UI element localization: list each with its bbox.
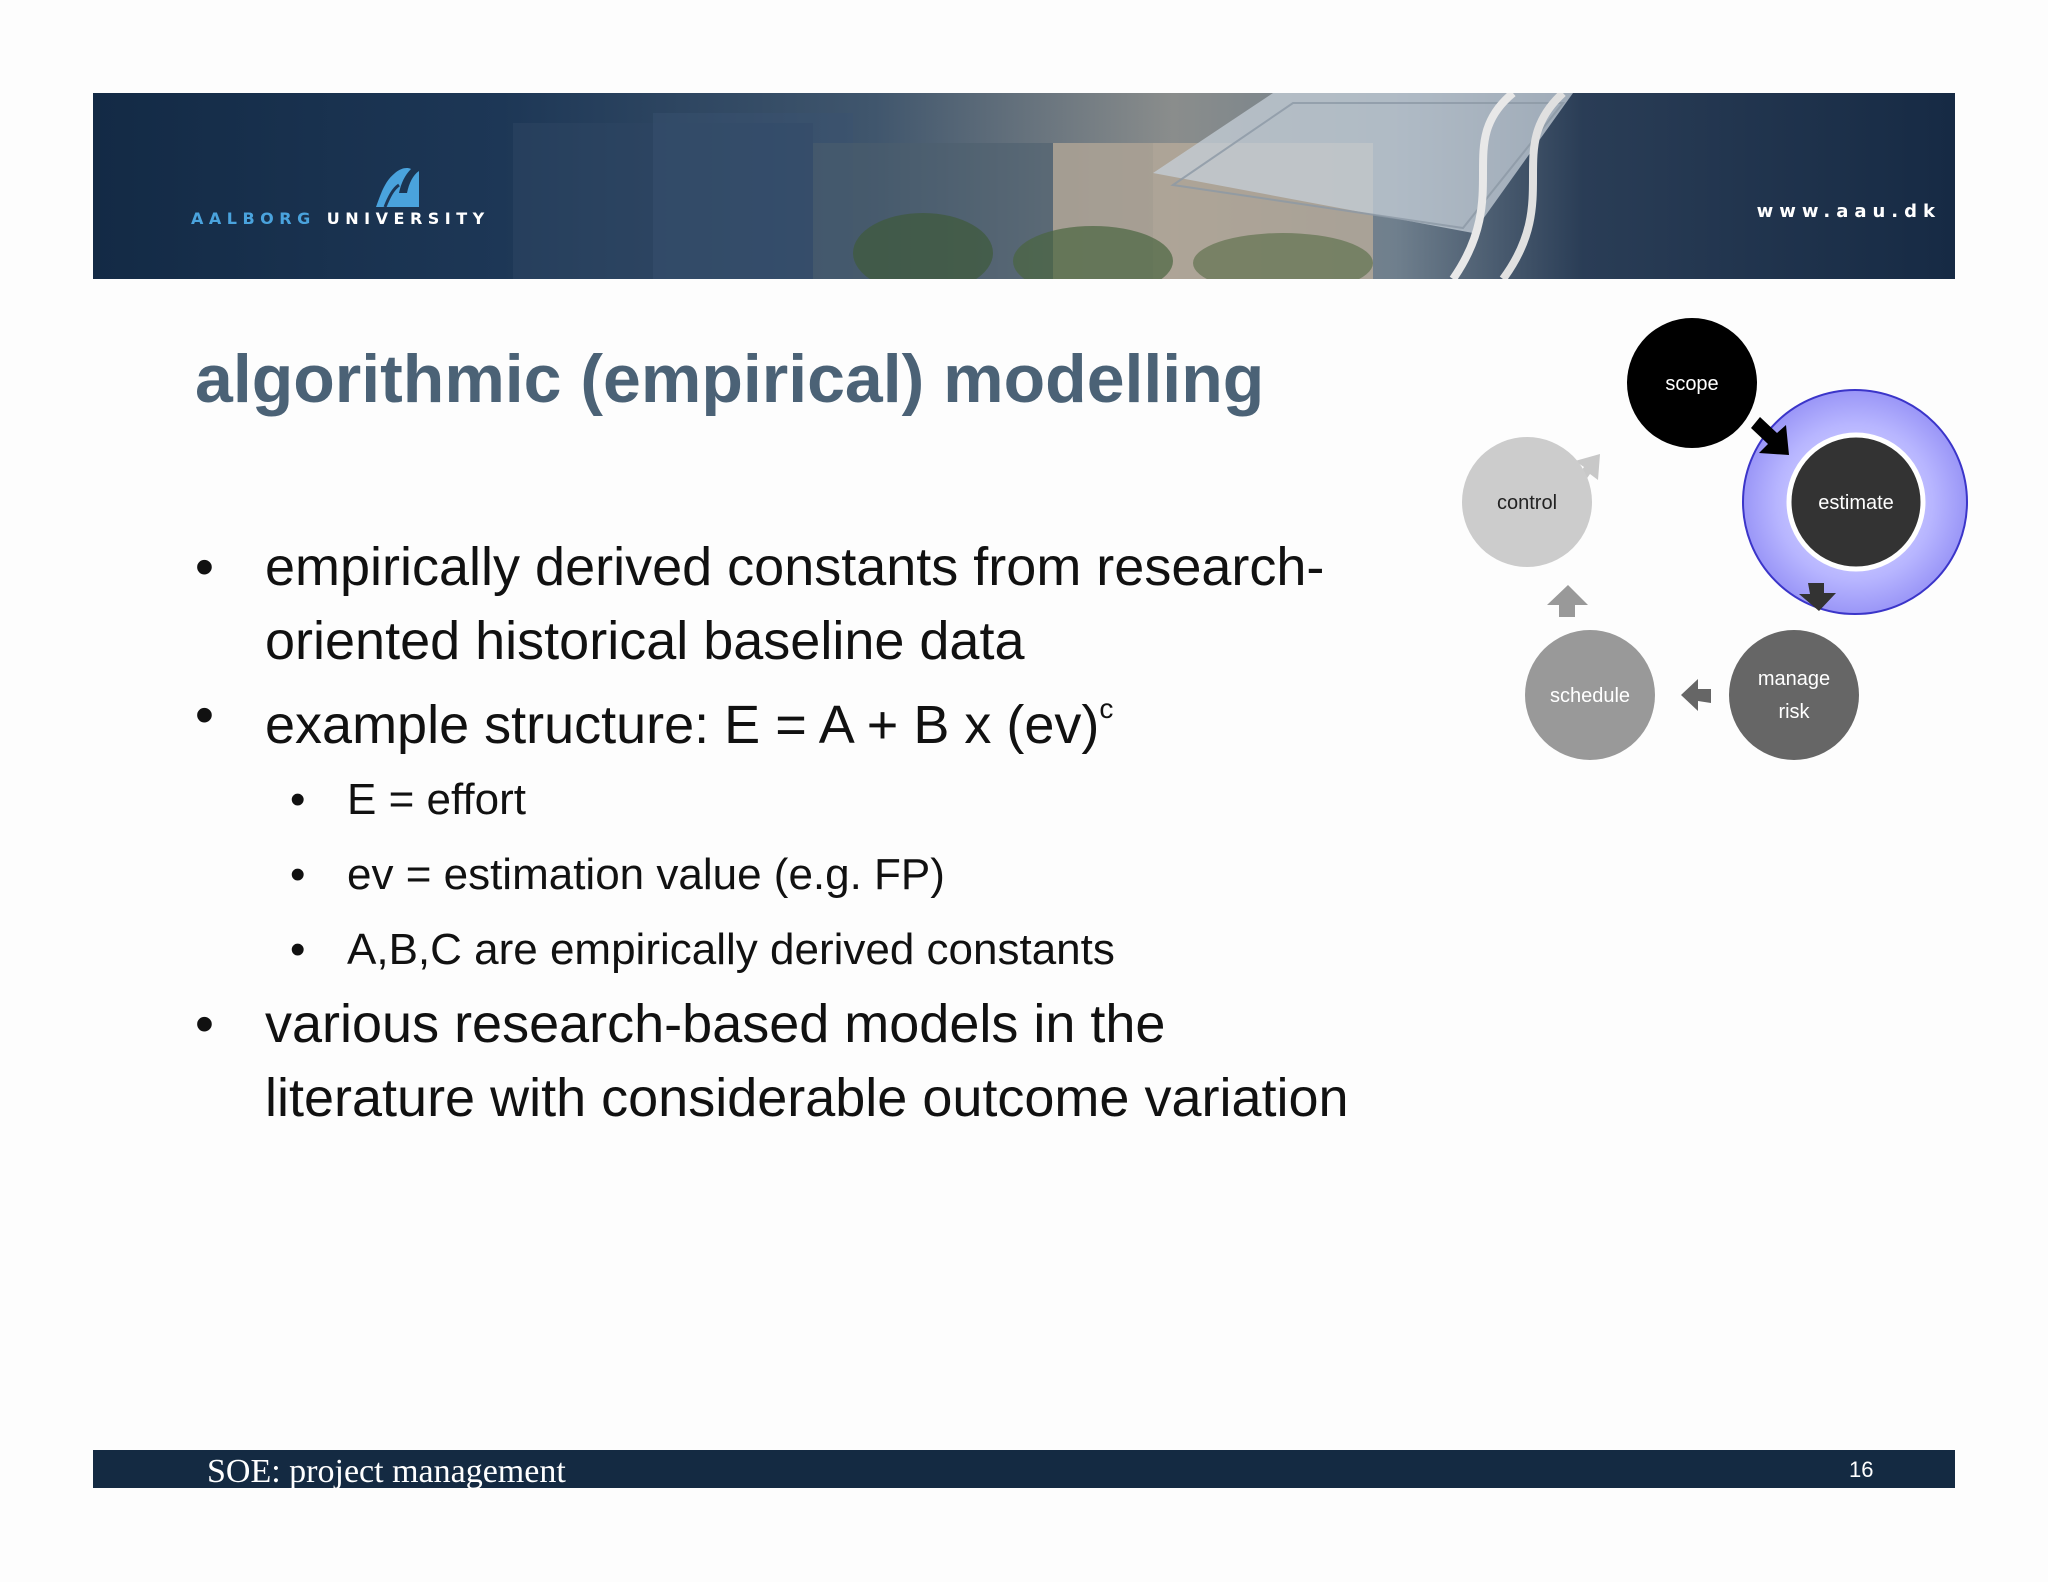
bullet-text: oriented historical baseline data [265, 611, 1025, 671]
sub-bullet-item [195, 837, 1495, 912]
aalborg-university-logo [191, 163, 551, 243]
project-cycle-diagram [1455, 315, 1975, 775]
node-manage-risk-label: risk [1778, 701, 1810, 723]
node-scope-label: scope [1665, 373, 1719, 395]
page-number: 16 [1849, 1457, 1874, 1482]
bullet-dot: • [195, 537, 214, 597]
aau-logo-mark-icon [371, 163, 421, 209]
sub-bullet-text: E = effort [347, 775, 526, 824]
bullet-item [195, 530, 1495, 678]
node-manage-risk [1729, 630, 1859, 760]
bullet-item [195, 987, 1495, 1135]
sub-bullet-item [195, 912, 1495, 987]
bullet-item [195, 678, 1495, 762]
slide-title: algorithmic (empirical) modelling [195, 341, 1265, 417]
arrow-manage-to-schedule-icon [1681, 679, 1711, 711]
bullet-text: example structure: E = A + B x (ev) [265, 695, 1100, 755]
node-estimate-label: estimate [1818, 492, 1894, 514]
bullet-dot: • [290, 850, 306, 899]
header-banner [93, 93, 1955, 279]
logo-text-aalborg: AALBORG [191, 209, 316, 228]
sub-bullet-item [195, 762, 1495, 837]
bullet-text: literature with considerable outcome variation [265, 1068, 1349, 1128]
node-control-label: control [1496, 492, 1558, 514]
bullet-list [195, 530, 1495, 1135]
bullet-dot: • [290, 925, 306, 974]
sub-bullet-text: A,B,C are empirically derived constants [347, 925, 1115, 974]
logo-text-university: UNIVERSITY [326, 209, 490, 228]
sub-bullet-text: ev = estimation value (e.g. FP) [347, 850, 945, 899]
bullet-dot: • [195, 994, 214, 1054]
bullet-dot: • [290, 775, 306, 824]
website-url: www.aau.dk [1756, 201, 1941, 222]
footer-bar [93, 1450, 1955, 1488]
bullet-text: various research-based models in the [265, 994, 1166, 1054]
bullet-dot: • [195, 685, 214, 745]
arrow-schedule-to-control-icon [1547, 585, 1588, 617]
footer-course-title: SOE: project management [207, 1453, 566, 1490]
bullet-text: empirically derived constants from research- [265, 537, 1325, 597]
exponent: c [1099, 693, 1114, 724]
node-schedule-label: schedule [1549, 685, 1631, 707]
node-manage-risk-label: manage [1757, 668, 1831, 690]
